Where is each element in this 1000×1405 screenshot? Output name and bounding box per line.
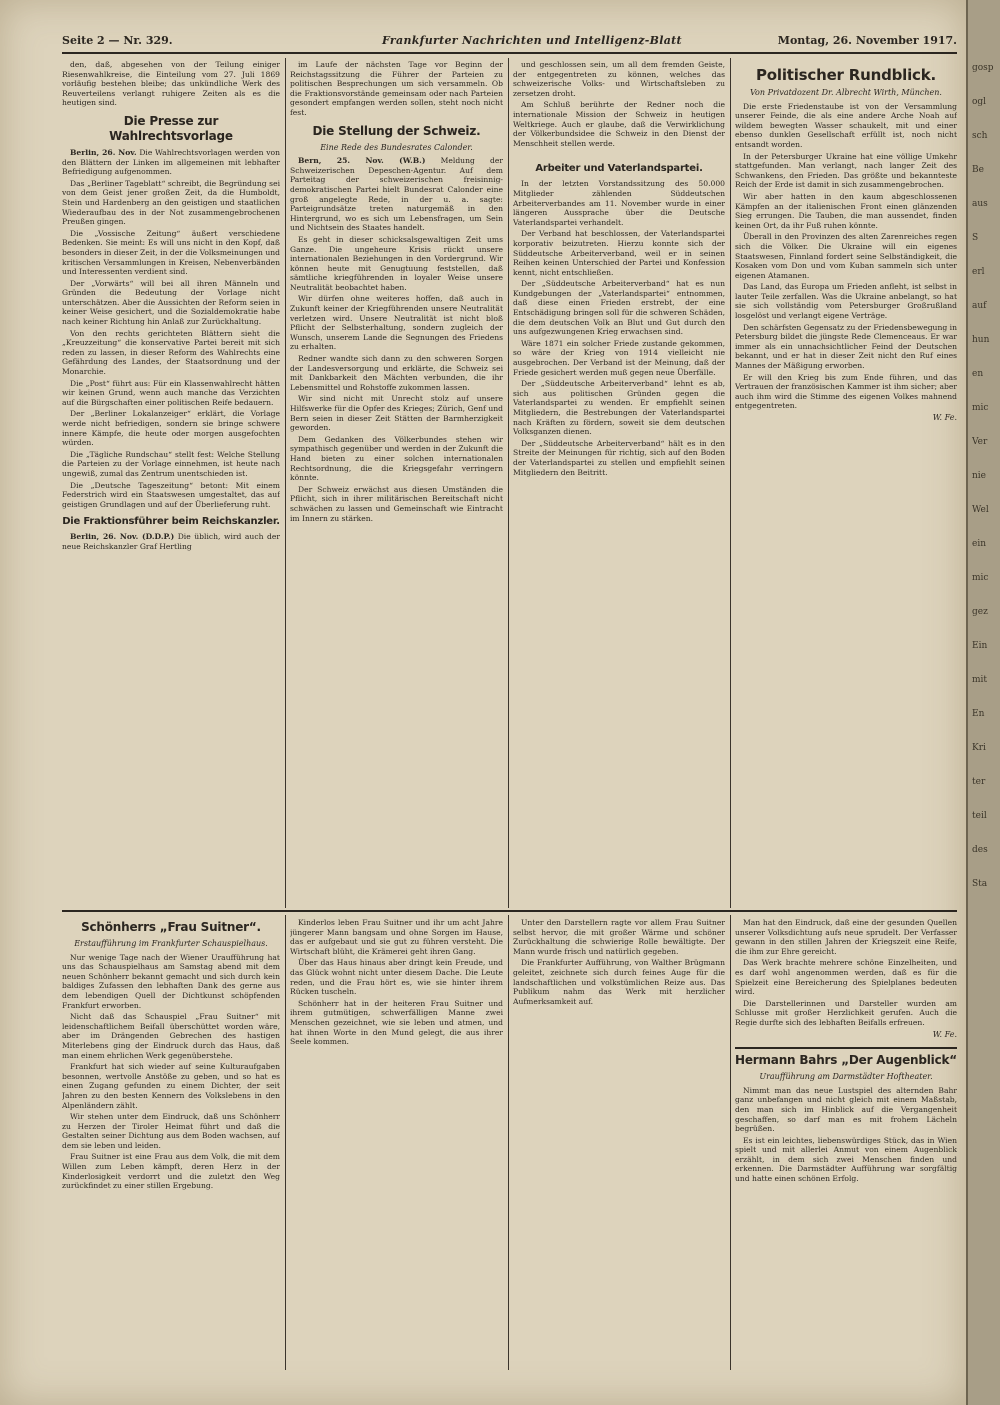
article-text: Der „Süddeutsche Arbeiterverband“ hält es in den Streite der Meinungen für richtig, sich auf den Boden der Vaterlandspartei zu stellen und empfiehlt seinen Mitgliedern den Beitritt. — [513, 438, 725, 477]
edge-fragment: Wel — [972, 505, 989, 515]
feuilleton-text: Die Frankfurter Aufführung, von Walther Brügmann geleitet, zeichnete sich durch feines Auge für die landschaftlichen und volkstümlichen Reize aus. Das Publikum nahm das Werk mit herzlicher Aufmerksamkeit auf. — [513, 958, 725, 1006]
edge-fragment: en — [972, 369, 984, 379]
feuilleton-text: Frau Suitner ist eine Frau aus dem Volk, die mit dem Willen zum Leben kämpft, deren Herz in der Kinderlosigkeit verdorrt und die zuletzt den Weg zurückfindet zu einer stillen Ergebung. — [62, 1152, 280, 1191]
feuilleton-text: Unter den Darstellern ragte vor allem Frau Suitner selbst hervor, die mit großer Wärme und schöner Zurückhaltung die schwierige Rolle bewältigte. Der Mann wurde frisch und natürlich gegeben. — [513, 918, 725, 956]
article-text: Der „Süddeutsche Arbeiterverband“ hat es nun Kundgebungen der „Vaterlandspartei“ entnommen, daß diese einen Frieden erstrebt, der eine Entschädigung bringen soll für die schweren Schäden, die dem deutschen Volk an Blut und Gut durch den uns aufgezwungenen Krieg erwachsen sind. — [513, 279, 725, 337]
article-headline: Die Fraktionsführer beim Reichskanzler. — [62, 516, 280, 528]
feuilleton-divider — [62, 910, 957, 912]
article-text: Wir sind nicht mit Unrecht stolz auf unsere Hilfswerke für die Opfer des Krieges; Zürich, Genf und Bern seien in dieser Zeit Stätten der Barmherzigkeit geworden. — [290, 394, 503, 433]
edge-fragment: Kri — [972, 743, 986, 753]
column-rule — [285, 58, 286, 908]
edge-fragment: aus — [972, 199, 988, 209]
feuilleton-column-2 — [290, 918, 503, 1368]
article-headline: Arbeiter und Vaterlandspartei. — [535, 163, 703, 175]
article-text: Meldung der Schweizerischen Depeschen-Agentur. Auf dem Parteitag der schweizerischen freisinnig-demokratischen Partei hielt Bundesrat Calonder eine groß angelegte Rede, in der u. a. sagte: Parteigrundsätze treten naturgemäß in den Hintergrund, wo es sich um Lebensfragen, um Sein und Nichtsein des Staates handelt. — [290, 156, 503, 233]
page-number: Seite 2 — Nr. 329. — [62, 34, 173, 47]
edge-fragment: mic — [972, 573, 989, 583]
article-headline: Die Stellung der Schweiz. — [312, 123, 481, 138]
feuilleton-text: Nur wenige Tage nach der Wiener Uraufführung hat uns das Schauspielhaus am Samstag abend mit dem neuen Schönherr bekannt gemacht und sich durch kein baldiges Zufassen den lebhaften Dank des gerne aus dem lebendigen Quell der Dichtkunst schöpfenden Frankfurt erworben. — [62, 952, 280, 1010]
article-text: Redner wandte sich dann zu den schweren Sorgen der Landesversorgung und erklärte, die Schweiz sei mit Dankbarkeit den Mächten verbunden, die ihr Lebensmittel und Rohstoffe zukommen lassen. — [290, 354, 503, 392]
feuilleton-text: Nimmt man das neue Lustspiel des alternden Bahr ganz unbefangen und nicht gleich mit einem Maßstab, den man sich im Hinblick auf die Vergangenheit geschaffen, so darf man es mit frohem Lächeln begrüßen. — [735, 1085, 957, 1134]
article-subheadline: Eine Rede des Bundesrates Calonder. — [320, 142, 473, 152]
column-1 — [62, 60, 280, 905]
article-text: im Laufe der nächsten Tage vor Beginn der Reichstagssitzung die Führer der Parteien zu politischen Besprechungen um sich versammeln. Ob die Fraktionsvorstände gemeinsam oder nach Parteien gesondert empfangen werden sollen, steht noch nicht fest. — [290, 60, 503, 117]
feuilleton-text: Nicht daß das Schauspiel „Frau Suitner“ mit leidenschaftlichem Beifall überschüttet worden wäre, aber im Drängenden Gebrechen des hastigen Miterlebens ging der Eindruck durch das Haus, daß man einem ehrlichen Werk gegenüberstehe. — [62, 1012, 280, 1060]
article-text: Die „Deutsche Tageszeitung“ betont: Mit einem Federstrich wird ein Staatswesen umgestaltet, das auf geistigen Grundlagen und auf der Überlieferung ruht. — [62, 480, 280, 509]
edge-fragment: sch — [972, 131, 988, 141]
article-text: Es geht in dieser schicksalsgewaltigen Zeit ums Ganze. Die ungeheure Krisis rückt unsere internationalen Beziehungen in den Vordergrund. Wir können heute mit Genugtuung feststellen, daß sämtliche kriegführenden in loyaler Weise unsere Neutralität beobachtet haben. — [290, 234, 503, 292]
feuilleton-text: Kinderlos leben Frau Suitner und ihr um acht Jahre jüngerer Mann bangsam und ohne Sorgen im Hause, das er aufgebaut und sie gut zu führen versteht. Die Wirtschaft blüht, die Krämerei geht ihren Gang. — [290, 918, 503, 956]
issue-date: Montag, 26. November 1917. — [777, 34, 957, 47]
feuilleton-subheadline: Uraufführung am Darmstädter Hoftheater. — [759, 1072, 933, 1082]
feuilleton-text: Über das Haus hinaus aber dringt kein Freude, und das Glück wohnt nicht unter diesem Dache. Die Leute reden, und die Frau hört es, wie sie hinter ihrem Rücken tuscheln. — [290, 958, 503, 997]
article-signature: W. Fe. — [932, 413, 957, 422]
article-text: In der Petersburger Ukraine hat eine völlige Umkehr stattgefunden. Man verlangt, nach langer Zeit des Schwankens, den Frieden. Das größte und bekannteste Reich der Erde ist damit in sich zusammengebrochen. — [735, 151, 957, 190]
edge-fragment: Be — [972, 165, 984, 175]
feuilleton-text: Schönherr hat in der heiteren Frau Suitner und ihrem gutmütigen, schwerfälligen Manne zwei Menschen gezeichnet, wie sie leben und atmen, und hat ihnen Worte in den Mund gelegt, die aus ihrer Seele kommen. — [290, 998, 503, 1047]
article-text: den, daß, abgesehen von der Teilung einiger Riesenwahlkreise, die Einteilung vom 27. Juli 1869 vorläufig bestehen bleibe; das unkündliche Werk des Reuverteilens verlangt ruhigere Zeiten als es die heutigen sind. — [62, 60, 280, 108]
article-text: Überall in den Provinzen des alten Zarenreiches regen sich die Völker. Die Ukraine will ein eigenes Staatswesen, Finnland fordert seine Selbständigkeit, die Kosaken vom Don und vom Kuban sammeln sich unter eigenen Atamanen. — [735, 232, 957, 280]
feuilleton-text: Es ist ein leichtes, liebenswürdiges Stück, das in Wien spielt und mit allerlei Anmut von einem Augenblick erzählt, in dem sich zwei Menschen finden und erkennen. Die Darmstädter Aufführung war sorgfältig und hatte einen schönen Erfolg. — [735, 1135, 957, 1184]
edge-fragment: gez — [972, 607, 988, 617]
article-text: Die üblich, wird auch der neue Reichskanzler Graf Hertling — [62, 532, 280, 551]
article-headline: Politischer Rundblick. — [755, 66, 937, 84]
edge-fragment: mit — [972, 675, 988, 685]
newspaper-name: Frankfurter Nachrichten und Intelligenz-Blatt — [382, 34, 682, 47]
article-text: Das Land, das Europa um Frieden anfleht, ist selbst in lauter Teile zerfallen. Was die Ukraine anbelangt, so hat sie sich vollständig vom Petersburger Großrußland losgelöst und verlangt eigene Verträge. — [735, 282, 957, 321]
edge-fragment: auf — [972, 301, 987, 311]
edge-fragment: ter — [972, 777, 986, 787]
article-text: Die „Tägliche Rundschau“ stellt fest: Welche Stellung die Parteien zu der Vorlage einnehmen, ist heute nach ungewiß, zumal das Zentrum unentschieden ist. — [62, 449, 280, 478]
edge-fragment: Ver — [972, 437, 988, 447]
column-rule — [730, 915, 731, 1370]
edge-fragment: En — [972, 709, 985, 719]
article-text: Die Wahlrechtsvorlagen werden von den Blättern der Linken im allgemeinen mit lebhafter Befriedigung aufgenommen. — [62, 147, 280, 177]
edge-fragment: gosp — [972, 63, 994, 73]
column-2 — [290, 60, 503, 905]
article-text: Die „Post“ führt aus: Für ein Klassenwahlrecht hätten wir keinen Grund, wenn auch manche das Verzichten auf die Bürgschaften einer politischen Reife bedauern. — [62, 378, 280, 407]
column-rule — [730, 58, 731, 908]
feuilleton-subheadline: Erstaufführung im Frankfurter Schauspielhaus. — [74, 939, 268, 948]
article-byline: Bern, 25. Nov. (W.B.) — [298, 156, 426, 166]
edge-fragment: erl — [972, 267, 985, 277]
feuilleton-text: Man hat den Eindruck, daß eine der gesunden Quellen unserer Volksdichtung aufs neue sprudelt. Der Verfasser gewann in den stillen Jahren der Kriegszeit eine Reife, die ihm zur Ehre gereicht. — [735, 918, 957, 956]
edge-fragment: S — [972, 233, 979, 243]
article-text: Wir aber hatten in den kaum abgeschlossenen Kämpfen an der italienischen Front einen glänzenden Sieg errungen. Die Tauben, die man aussendet, finden keinen Ort, da ihr Fuß ruhen könnte. — [735, 191, 957, 230]
article-byline: Von Privatdozent Dr. Albrecht Wirth, München. — [750, 88, 942, 97]
article-headline: Die Presse zur Wahlrechtsvorlage — [109, 113, 233, 143]
feuilleton-text: Frankfurt hat sich wieder auf seine Kulturaufgaben besonnen, wertvolle Anstöße zu geben, und so hat es einen Zugang gefunden zu einem Dichter, der seit Jahren zu den besten Kennern des Volkslebens in den Alpenländern zählt. — [62, 1062, 280, 1110]
edge-fragment: ein — [972, 539, 987, 549]
feuilleton-column-4 — [735, 918, 957, 1368]
column-rule — [508, 58, 509, 908]
edge-fragment: des — [972, 845, 988, 855]
adjacent-page-edge — [966, 0, 1000, 1405]
article-text: Wir dürfen ohne weiteres hoffen, daß auch in Zukunft keiner der Kriegführenden unsere Neutralität verletzen wird. Unsere Neutralität ist nicht bloß Pflicht der Selbsterhaltung, sondern zugleich der Wunsch, unserem Lande die Segnungen des Friedens zu erhalten. — [290, 294, 503, 352]
article-text: Der „Süddeutsche Arbeiterverband“ lehnt es ab, sich aus politischen Gründen gegen die Vaterlandspartei zu wenden. Er empfiehlt seinen Mitgliedern, die Bestrebungen der Vaterlandspartei nach Kräften zu fördern, soweit sie dem deutschen Volksganzen dienen. — [513, 379, 725, 437]
feuilleton-headline: Schönherrs „Frau Suitner“. — [81, 920, 261, 934]
edge-fragment: nie — [972, 471, 987, 481]
column-4 — [735, 60, 957, 905]
article-text: Von den rechts gerichteten Blättern sieht die „Kreuzzeitung“ die konservative Partei bereit mit sich reden zu lassen, in dieser Reform des Wahlrechts eine Gefährdung des Landes, der Staatsordnung und der Monarchie. — [62, 328, 280, 377]
article-text: Das „Berliner Tageblatt“ schreibt, die Begründung sei von dem Geist jener großen Zeit, da die Humboldt, Stein und Hardenberg an den geistigen und staatlichen Wiederaufbau des in der Not zusammengebrochenen Preußen gingen. — [62, 178, 280, 227]
article-text: Die „Vossische Zeitung“ äußert verschiedene Bedenken. Sie meint: Es will uns nicht in den Kopf, daß besonders in dieser Zeit, in der die Volksmeinungen und kritischen Versammlungen in Kreisen, Nebenverbänden und Interessenten verdient sind. — [62, 228, 280, 277]
edge-fragment: mic — [972, 403, 989, 413]
article-text: und geschlossen sein, um all dem fremden Geiste, der entgegentreten zu können, welches das schweizerische Volks- und Wirtschaftsleben zu zersetzen droht. — [513, 60, 725, 98]
feuilleton-text: Die Darstellerinnen und Darsteller wurden am Schlusse mit großer Herzlichkeit gerufen. Auch die Regie durfte sich des lebhaften Beifalls erfreuen. — [735, 998, 957, 1027]
article-text: Wäre 1871 ein solcher Friede zustande gekommen, so wäre der Krieg von 1914 vielleicht nie ausgebrochen. Der Verband ist der Meinung, daß der Friede gesichert werden muß gegen neue Überfälle. — [513, 338, 725, 377]
column-rule — [285, 915, 286, 1370]
feuilleton-text: Das Werk brachte mehrere schöne Einzelheiten, und es darf wohl angenommen werden, daß es für die Spielzeit eine Bereicherung des Spielplanes bedeuten wird. — [735, 958, 957, 997]
article-text: Der Verband hat beschlossen, der Vaterlandspartei korporativ beizutreten. Hierzu konnte sich der Süddeutsche Arbeiterverband, weil er in seinen Reihen keinen Unterschied der Partei und Konfession kennt, nicht entschließen. — [513, 229, 725, 277]
edge-fragment: teil — [972, 811, 987, 821]
article-text: Am Schluß berührte der Redner noch die internationale Mission der Schweiz in heutigen Weltkriege. Auch er glaube, daß die Verwirklichung der Völkerbundsidee die Schweiz in den Dienst der Menschheit stellen werde. — [513, 100, 725, 148]
article-text: Der Schweiz erwächst aus diesen Umständen die Pflicht, sich in ihrer militärischen Bereitschaft nicht schwächen zu lassen und Gemeinschaft wie Eintracht im Innern zu stärken. — [290, 484, 503, 523]
feuilleton-column-1 — [62, 918, 280, 1368]
article-byline: Berlin, 26. Nov. (D.D.P.) — [70, 532, 175, 542]
article-text: Den schärfsten Gegensatz zu der Friedensbewegung in Petersburg bildet die jüngste Rede Clemenceaus. Er war immer als ein unnachsichtlicher Feind der Deutschen bekannt, und er hat in dieser Zeit nicht den Ruf eines Mannes der Mäßigung erworben. — [735, 322, 957, 371]
edge-fragment: hun — [972, 335, 990, 345]
article-text: Die erste Friedenstaube ist von der Versammlung unserer Feinde, die als eine andere Arche Noah auf wildem bewegten Wasser schaukelt, mit und einer ebenso dunklen Gesellschaft erfüllt ist, noch nicht entsandt worden. — [735, 101, 957, 149]
edge-fragment: Sta — [972, 879, 988, 889]
feuilleton-signature: W. Fe. — [932, 1029, 957, 1039]
article-byline: Berlin, 26. Nov. — [70, 147, 137, 157]
feuilleton-headline: Hermann Bahrs „Der Augenblick“ — [735, 1047, 957, 1068]
edge-fragment: Ein — [972, 641, 988, 651]
article-text: Er will den Krieg bis zum Ende führen, und das Vertrauen der französischen Kammer ist ihm sicher; aber auch ihm wird die Stimme des eigenen Volkes mahnend entgegentreten. — [735, 372, 957, 411]
column-3 — [513, 60, 725, 905]
article-text: Dem Gedanken des Völkerbundes stehen wir sympathisch gegenüber und werden in der Zukunft die Hand bieten zu einer solchen internationalen Rechtsordnung, die die Kriegsgefahr verringern könnte. — [290, 434, 503, 483]
page-header — [62, 30, 957, 54]
feuilleton-column-3 — [513, 918, 725, 1368]
article-text: In der letzten Vorstandssitzung des 50.000 Mitglieder zählenden Süddeutschen Arbeiterverbandes am 11. November wurde in einer längeren Aussprache über die Deutsche Vaterlandspartei verhandelt. — [513, 179, 725, 227]
article-text: Der „Vorwärts“ will bei all ihren Männeln und Gründen die Bedeutung der Vorlage nicht unterschätzen. Aber die Aussichten der Reform seien in keiner Weise gesichert, und die Sozialdemokratie habe nach keiner Richtung hin Anlaß zur Zurückhaltung. — [62, 278, 280, 327]
feuilleton-text: Wir stehen unter dem Eindruck, daß uns Schönherr zu Herzen der Tiroler Heimat führt und daß die Gestalten seiner Dichtung aus dem Boden wachsen, auf dem sie leben und leiden. — [62, 1112, 280, 1150]
edge-fragment: ogl — [972, 97, 987, 107]
column-rule — [508, 915, 509, 1370]
article-text: Der „Berliner Lokalanzeiger“ erklärt, die Vorlage werde nicht befriedigen, sondern sie bringe schwere innere Kämpfe, die heute oder morgen ausgefochten würden. — [62, 409, 280, 448]
